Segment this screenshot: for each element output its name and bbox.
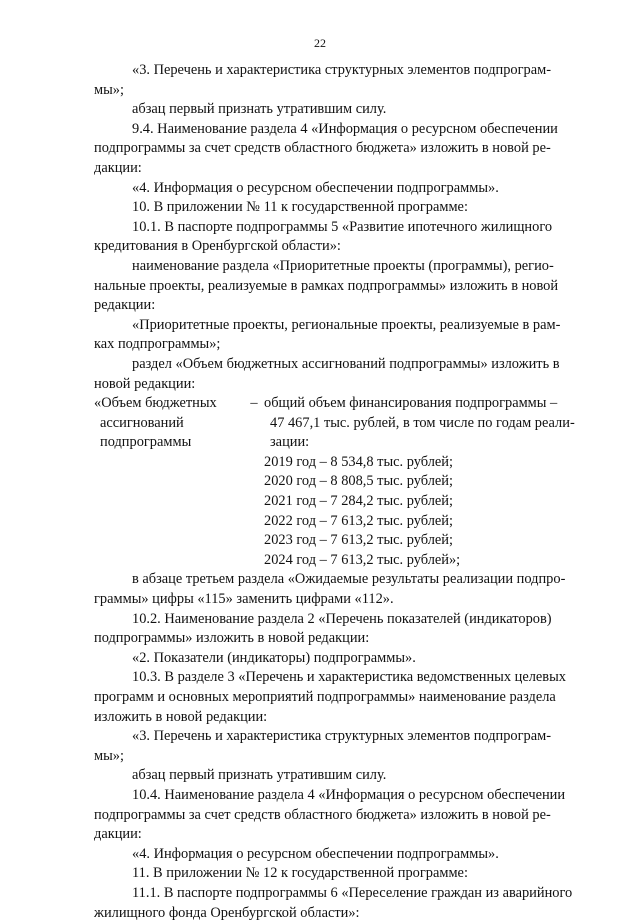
table-right-cell: общий объем финансирования подпрограммы – [264, 395, 558, 412]
text-line: жилищного фонда Оренбургской области»: [94, 904, 360, 921]
text-line: раздел «Объем бюджетных ассигнований подпрограммы» изложить в [132, 355, 560, 372]
document-body [94, 61, 602, 923]
text-line: 10.4. Наименование раздела 4 «Информация о ресурсном обеспечении [132, 786, 566, 803]
text-line: 9.4. Наименование раздела 4 «Информация о ресурсном обеспечении [132, 120, 558, 137]
text-line: 11.1. В паспорте подпрограммы 6 «Переселение граждан из аварийного [132, 884, 573, 901]
text-line: 11. В приложении № 12 к государственной программе: [132, 865, 468, 882]
text-line: программ и основных мероприятий подпрограммы» наименование раздела [94, 689, 556, 705]
text-line: абзац первый признать утратившим силу. [132, 767, 387, 784]
text-line: 10.3. В разделе 3 «Перечень и характеристика ведомственных целевых [132, 669, 566, 686]
text-line: подпрограммы за счет средств областного бюджета» изложить в новой ре- [94, 806, 551, 823]
text-line: абзац первый признать утратившим силу. [132, 101, 387, 118]
text-line: подпрограммы» изложить в новой редакции: [94, 630, 370, 647]
text-line: 10.1. В паспорте подпрограммы 5 «Развитие ипотечного жилищного [132, 218, 553, 235]
text-line: нальные проекты, реализуемые в рамках подпрограммы» изложить в новой [94, 277, 559, 294]
text-line: 10.2. Наименование раздела 2 «Перечень показателей (индикаторов) [132, 610, 552, 627]
text-line: «4. Информация о ресурсном обеспечении подпрограммы». [132, 179, 499, 196]
table-right-cell: 47 467,1 тыс. рублей, в том числе по годам реали- [270, 414, 575, 431]
text-line: «3. Перечень и характеристика структурных элементов подпрограм- [132, 62, 552, 78]
text-line: дакции: [94, 159, 142, 176]
table-dash: – [250, 395, 258, 412]
table-left-cell: подпрограммы [100, 434, 192, 451]
text-line: подпрограммы за счет средств областного бюджета» изложить в новой ре- [94, 140, 551, 157]
table-right-cell: 2023 год – 7 613,2 тыс. рублей; [264, 532, 453, 549]
table-right-cell: 2021 год – 7 284,2 тыс. рублей; [264, 493, 453, 510]
table-right-cell: 2020 год – 8 808,5 тыс. рублей; [264, 473, 453, 490]
text-line: дакции: [94, 826, 142, 843]
text-line: изложить в новой редакции: [94, 708, 268, 725]
text-line: «3. Перечень и характеристика структурных элементов подпрограм- [132, 728, 552, 745]
text-line: «Приоритетные проекты, региональные проекты, реализуемые в рам- [132, 316, 561, 333]
text-line: мы»; [94, 747, 124, 764]
text-line: новой редакции: [94, 375, 196, 392]
page-number: 22 [314, 36, 326, 50]
text-line: ках подпрограммы»; [94, 336, 221, 353]
budget-table [94, 394, 602, 570]
text-line: кредитования в Оренбургской области»: [94, 238, 341, 255]
table-right-cell: 2019 год – 8 534,8 тыс. рублей; [264, 453, 453, 470]
text-line: наименование раздела «Приоритетные проекты (программы), регио- [132, 257, 554, 274]
table-right-cell: зации: [270, 434, 310, 451]
table-right-cell: 2022 год – 7 613,2 тыс. рублей; [264, 512, 453, 529]
text-line: «2. Показатели (индикаторы) подпрограммы». [132, 649, 416, 666]
text-line: «4. Информация о ресурсном обеспечении подпрограммы». [132, 845, 499, 862]
table-left-cell: ассигнований [100, 414, 184, 431]
text-line: в абзаце третьем раздела «Ожидаемые результаты реализации подпро- [132, 571, 566, 588]
text-line: редакции: [94, 297, 156, 314]
table-right-cell: 2024 год – 7 613,2 тыс. рублей»; [264, 551, 461, 568]
text-line: 10. В приложении № 11 к государственной программе: [132, 199, 468, 216]
table-left-cell: «Объем бюджетных [94, 395, 217, 412]
text-line: мы»; [94, 81, 124, 98]
text-line: граммы» цифры «115» заменить цифрами «112». [94, 591, 394, 608]
